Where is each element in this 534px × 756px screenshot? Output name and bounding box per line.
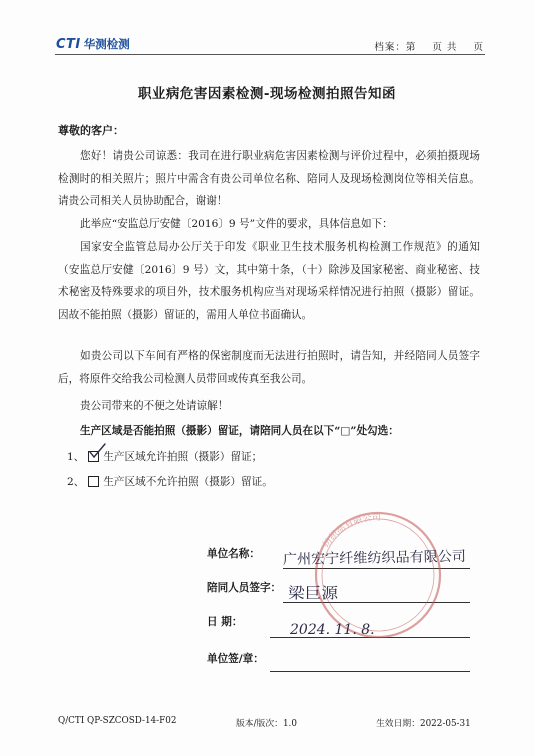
unit-name-line — [283, 568, 470, 569]
photo-permission-question: 生产区域是否能拍照（摄影）留证，请陪同人员在以下“□”处勾选： — [80, 425, 399, 437]
logo-cti-text: CTI — [56, 36, 81, 52]
escort-signature-line — [283, 602, 470, 603]
footer-version: 版本/版次：1.0 — [236, 719, 297, 729]
option-label: 生产区域不允许拍照（摄影）留证。 — [103, 476, 273, 488]
handwritten-signature: 梁巨源 — [288, 584, 340, 602]
paragraph-intro: 您好！请贵公司谅悉：我司在进行职业病危害因素检测与评价过程中，必须拍摄现场检测时的相关照片；照片中需含有贵公司单位名称、陪同人及现场检测岗位等相关信息。请贵公司相关人员协助配合，谢谢！ — [58, 150, 480, 207]
option-label: 生产区域允许拍照（摄影）留证； — [103, 451, 263, 463]
company-stamp — [316, 512, 440, 637]
handwritten-unit-name: 广州宏宁纤维纺织品有限公司 — [282, 548, 466, 568]
checkbox-disallow[interactable] — [88, 476, 99, 487]
paragraph-confidential: 如贵公司以下车间有严格的保密制度而无法进行拍照时，请告知，并经陪同人员签字后，将原件交给我公司检测人员带回或传真至我公司。 — [58, 350, 480, 385]
salutation: 尊敬的客户： — [58, 124, 124, 137]
unit-seal-line — [270, 671, 470, 672]
option-number: 2、 — [67, 476, 85, 488]
option-disallow — [67, 474, 273, 489]
stamp-text: 纺织品有限公司 — [321, 512, 382, 550]
date-line — [270, 637, 470, 638]
paragraph-apology: 贵公司带来的不便之处请谅解！ — [80, 400, 229, 412]
paragraph-regulation: 国家安全监管总局办公厅关于印发《职业卫生技术服务机构检测工作规范》的通知（安监总厅安健〔2016〕9 号）文，其中第十条，（十）除涉及国家秘密、商业秘密、技术秘密及特殊要求的项目外，技术服务机构应当对现场采样情况进行拍照（摄影）留证。因故不能拍照（摄影）留证的，需用人单位书面确认。 — [58, 241, 480, 321]
archive-page-number: 档案：第 页 共 页 — [374, 42, 484, 53]
date-label: 日 期： — [207, 616, 243, 628]
handwritten-date: 2024. 11. 8. — [290, 622, 375, 638]
footer-document-id: Q/CTI QP-SZCOSD-14-F02 — [58, 716, 177, 726]
option-number: 1、 — [67, 451, 85, 463]
escort-signature-label: 陪同人员签字： — [207, 582, 282, 594]
paragraph-requirement: 此举应“安监总厅安健〔2016〕9 号”文件的要求，具体信息如下： — [80, 218, 393, 230]
unit-seal-label: 单位签/章： — [207, 653, 264, 665]
document-title: 职业病危害因素检测-现场检测拍照告知函 — [137, 86, 397, 102]
logo-chinese-text: 华测检测 — [83, 37, 130, 51]
unit-name-label: 单位名称： — [207, 548, 260, 560]
footer-effective-date: 生效日期：2022-05-31 — [376, 719, 471, 729]
option-allow — [67, 449, 262, 464]
header-divider — [55, 54, 485, 55]
checkmark-icon — [88, 443, 106, 461]
company-logo — [56, 36, 130, 52]
checkbox-allow[interactable] — [88, 451, 99, 462]
